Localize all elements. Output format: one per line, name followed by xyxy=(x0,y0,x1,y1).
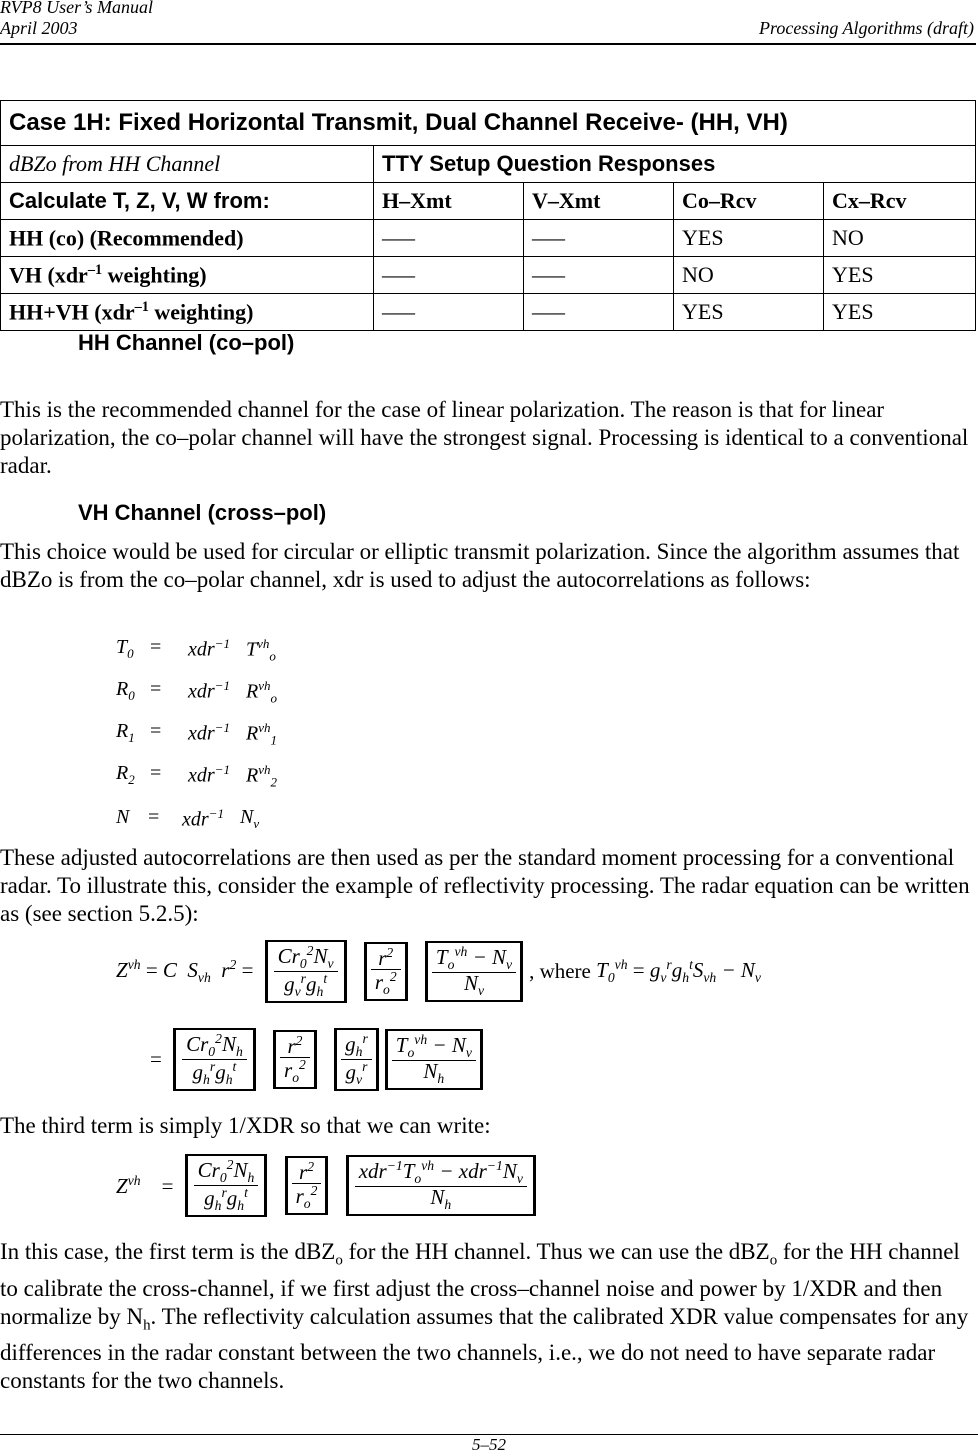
hh-heading: HH Channel (co–pol) xyxy=(78,330,295,355)
table-cell: ––– xyxy=(524,220,674,257)
radar-equation-1: $Z^{vh} = C$ $S_{vh}$ $r^2$ = $\frac{Cr_0^2N_v}{g_v^rg_h^t}$ $\frac{r^2}{r_o^2}$ $\frac{T_o^{vh} - N_v}{N_v}$ , where $T_0^{vh} = g_v^rg_h^tS_{vh} - N_v$ xyxy=(116,940,761,1010)
page-header xyxy=(0,0,978,44)
table-cell: ––– xyxy=(374,257,524,294)
table-cell: YES xyxy=(824,257,976,294)
table-cell: YES xyxy=(824,294,976,331)
adjusted-paragraph: These adjusted autocorrelations are then used as per the standard moment processing for a conventional radar. To illustrate this, consider the example of reflectivity processing. The radar equation can be written as (see section 5.2.5): xyxy=(0,845,970,926)
table-title: Case 1H: Fixed Horizontal Transmit, Dual Channel Receive- (HH, VH) xyxy=(1,101,976,146)
table-cell: YES xyxy=(674,220,824,257)
header-rule xyxy=(0,43,976,45)
manual-date: April 2003 xyxy=(0,18,78,38)
table-cell: ––– xyxy=(524,257,674,294)
table-cell: ––– xyxy=(524,294,674,331)
radar-equation-2: = $\frac{Cr_0^2N_h}{g_h^rg_h^t}$ $\frac{r^2}{r_o^2}$ $\frac{g_h^r}{g_v^r}$ $\frac{T_o^{vh} - N_v}{N_h}$ xyxy=(150,1028,489,1100)
table-cell: ––– xyxy=(374,220,524,257)
table-cell: NO xyxy=(674,257,824,294)
row-label: VH (xdr$^{-1}$ weighting) xyxy=(1,257,374,294)
row-label: HH+VH (xdr$^{-1}$ weighting) xyxy=(1,294,374,331)
third-term-paragraph: The third term is simply 1/XDR so that we can write: xyxy=(0,1113,491,1138)
table-cell: NO xyxy=(824,220,976,257)
page-number: 5–52 xyxy=(472,1435,506,1454)
table-row xyxy=(1,294,976,331)
table-subtitle-left: dBZo from HH Channel xyxy=(1,146,374,183)
col-header: Co–Rcv xyxy=(674,183,824,220)
vh-paragraph: This choice would be used for circular or elliptic transmit polarization. Since the algorithm assumes that dBZo is from the co–polar channel, xdr is used to adjust the autocorrelations as follows: xyxy=(0,539,960,592)
table-cell: ––– xyxy=(374,294,524,331)
table-cell: YES xyxy=(674,294,824,331)
vh-heading: VH Channel (cross–pol) xyxy=(78,500,327,525)
radar-equation-3: $Z^{vh}$ = $\frac{Cr_0^2N_h}{g_h^rg_h^t}$ $\frac{r^2}{r_o^2}$ $\frac{xdr^{-1}T_o^{vh} - xdr^{-1}N_v}{N_h}$ xyxy=(116,1154,542,1226)
col-header: V–Xmt xyxy=(524,183,674,220)
final-paragraph: In this case, the first term is the dBZ$_o$ for the HH channel. Thus we can use the dBZ$_o$ for the HH channel to calibrate the cross-channel, if we first adjust the cross–channel noise and power by 1/XDR and then normalize by $N_h$. The reflectivity calculation assumes that the calibrated XDR value compensates for any differences in the radar constant between the two channels, i.e., we do not need to have separate radar constants for the two channels. xyxy=(0,1239,969,1394)
table-row xyxy=(1,220,976,257)
table-subtitle-right: TTY Setup Question Responses xyxy=(374,146,976,183)
col-header: Cx–Rcv xyxy=(824,183,976,220)
col-header-label: Calculate T, Z, V, W from: xyxy=(1,183,374,220)
col-header: H–Xmt xyxy=(374,183,524,220)
table-row xyxy=(1,257,976,294)
case-table xyxy=(0,100,976,331)
hh-paragraph: This is the recommended channel for the case of linear polarization. The reason is that for linear polarization, the co–polar channel will have the strongest signal. Processing is identical to a conventional radar. xyxy=(0,397,969,478)
row-label: HH (co) (Recommended) xyxy=(1,220,374,257)
chapter-title: Processing Algorithms (draft) xyxy=(759,18,974,38)
manual-title: RVP8 User’s Manual xyxy=(0,0,153,17)
